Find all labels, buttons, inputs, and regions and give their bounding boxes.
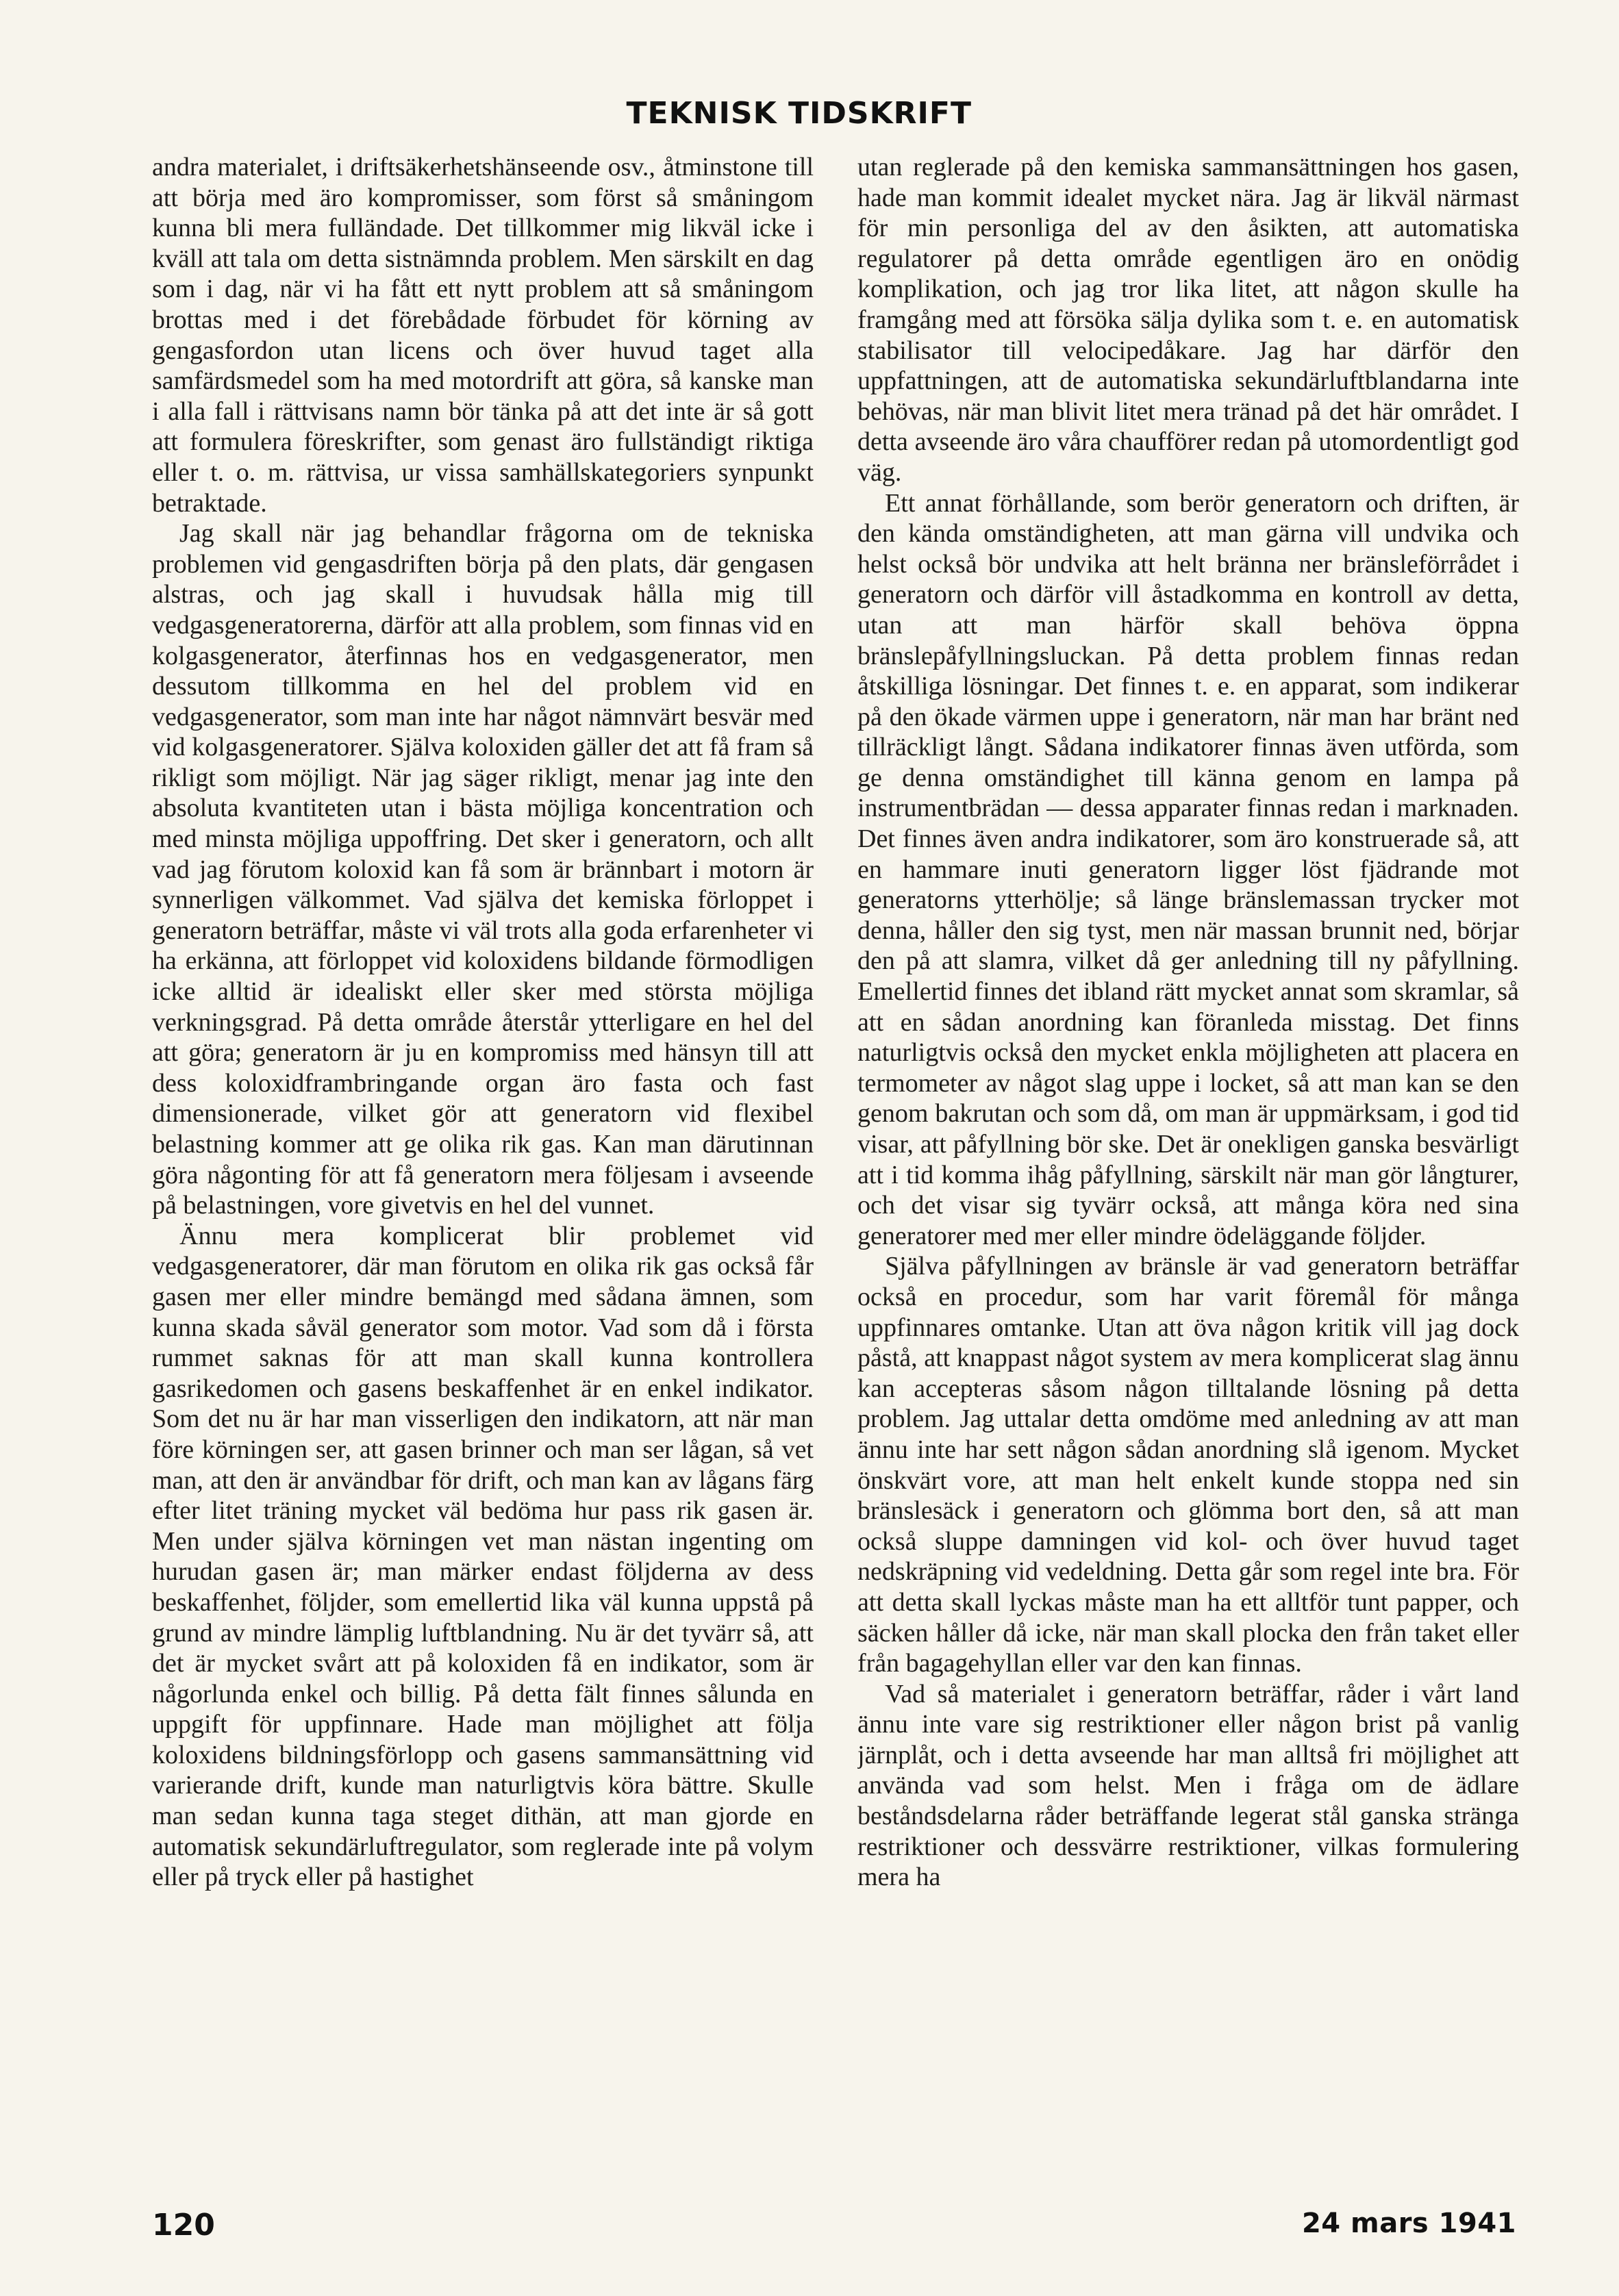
left-paragraph-2: Jag skall när jag behandlar frågorna om de tekniska problemen vid gengasdriften börja på den plats, där gengasen alstras, och jag skall i huvudsak hålla mig till vedgasgeneratorerna, därför att alla problem, som finnas vid en kolgasgenerator, återfinnas hos en vedgasgenerator, men dessutom tillkomma en hel del problem vid en vedgasgenerator, som man inte har något nämnvärt besvär med vid kolgasgeneratorer. Själva koloxiden gäller det att få fram så rikligt som möjligt. När jag säger rikligt, menar jag inte den absoluta kvantiteten utan i bästa möjliga koncentration och med minsta möjliga uppoffring. Det sker i generatorn, och allt vad jag förutom koloxid kan få som är brännbart i motorn är synnerligen välkommet. Vad själva det kemiska förloppet i generatorn beträffar, måste vi väl trots alla goda erfarenheter vi ha erkänna, att förloppet vid koloxidens bildande förmodligen icke alltid är idealiskt eller sker med största möjliga verkningsgrad. På detta område återstår ytterligare en hel del att göra; generatorn är ju en kompromiss med hänsyn till att dess koloxidframbringande organ äro fasta och fast dimensionerade, vilket gör att generatorn vid flexibel belastning kommer att ge olika rik gas. Kan man därutinnan göra någonting för att få generatorn mera följesam i avseende på belastningen, vore givetvis en hel del vunnet. (152, 519, 814, 1220)
left-column (152, 152, 814, 2138)
issue-date: 24 mars 1941 (1301, 2208, 1516, 2239)
page-number: 120 (152, 2208, 215, 2243)
right-paragraph-1: utan reglerade på den kemiska sammansättningen hos gasen, hade man kommit idealet mycket nära. Jag är likväl närmast för min personliga del av den åsikten, att automatiska regulatorer på detta område egentligen äro en onödig komplikation, och jag tror lika litet, att någon skulle ha framgång med att försöka sälja dylika som t. e. en automatisk stabilisator till velocipedåkare. Jag har därför den uppfattningen, att de automatiska sekundärluftblandarna inte behövas, när man blivit litet mera tränad på det här området. I detta avseende äro våra chaufförer redan på utomordentligt god väg. (857, 153, 1519, 487)
article-columns (152, 152, 1519, 2138)
journal-masthead: TEKNISK TIDSKRIFT (626, 96, 972, 131)
right-paragraph-3: Själva påfyllningen av bränsle är vad generatorn beträffar också en procedur, som har varit föremål för många uppfinnares omtanke. Utan att öva någon kritik vill jag dock påstå, att knappast något system av mera komplicerat slag ännu kan accepteras såsom någon tilltalande lösning på detta problem. Jag uttalar detta omdöme med anledning av att man ännu inte har sett någon sådan anordning slå igenom. Mycket önskvärt vore, att man helt enkelt kunde stoppa ned sin bränslesäck i generatorn och glömma bort den, så att man också sluppe damningen vid kol- och över huvud taget nedskräpning vid vedeldning. Detta går som regel inte bra. För att detta skall lyckas måste man ha ett alltför tunt papper, och säcken håller då icke, när man skall plocka den från taket eller från bagagehyllan eller var den kan finnas. (857, 1252, 1519, 1678)
left-paragraph-3: Ännu mera komplicerat blir problemet vid vedgasgeneratorer, där man förutom en olika rik gas också får gasen mer eller mindre bemängd med sådana ämnen, som kunna skada såväl generator som motor. Vad som då i första rummet saknas för att man skall kunna kontrollera gasrikedomen och gasens beskaffenhet är en enkel indikator. Som det nu är har man visserligen den indikatorn, att när man före körningen ser, att gasen brinner och man ser lågan, så vet man, att den är användbar för drift, och man kan av lågans färg efter litet träning mycket väl bedöma hur pass rik gasen är. Men under själva körningen vet man nästan ingenting om hurudan gasen är; man märker endast följderna av dess beskaffenhet, följder, som emellertid lika väl kunna uppstå på grund av mindre lämplig luftblandning. Nu är det tyvärr så, att det är mycket svårt att på koloxiden få en indikator, som är någorlunda enkel och billig. På detta fält finnes sålunda en uppgift för uppfinnare. Hade man möjlighet att följa koloxidens bildningsförlopp och gasens sammansättning vid varierande drift, kunde man naturligtvis köra bättre. Skulle man sedan kunna taga steget dithän, att man gjorde en automatisk sekundärluftregulator, som reglerade inte på volym eller på tryck eller på hastighet (152, 1221, 814, 1892)
right-paragraph-2: Ett annat förhållande, som berör generatorn och driften, är den kända omständigheten, att man gärna vill undvika och helst också bör undvika att helt bränna ner bränsleförrådet i generatorn och därför vill åstadkomma en kontroll av detta, utan att man härför skall behöva öppna bränslepåfyllningsluckan. På detta problem finnas redan åtskilliga lösningar. Det finnes t. e. en apparat, som indikerar på den ökade värmen uppe i generatorn, när man har bränt ned tillräckligt långt. Sådana indikatorer finnas även utförda, som ge denna omständighet till känna genom en lampa på instrumentbrädan — dessa apparater finnas redan i marknaden. Det finnes även andra indikatorer, som äro konstruerade så, att en hammare inuti generatorn ligger löst fjädrande mot generatorns ytterhölje; så länge bränslemassan trycker mot denna, håller den sig tyst, men när massan brunnit ned, börjar den på att slamra, vilket då ger anledning till ny påfyllning. Emellertid finnes det ibland rätt mycket annat som skramlar, så att en sådan anordning kan föranleda misstag. Det finns naturligtvis också den mycket enkla möjligheten att placera en termometer av något slag uppe i locket, så att man kan se den genom bakrutan och som då, om man är uppmärksam, i god tid visar, att påfyllning bör ske. Det är onekligen ganska besvärligt att i tid komma ihåg påfyllning, särskilt när man gör långturer, och det visar sig tyvärr också, att många köra ned sina generatorer med mer eller mindre ödeläggande följder. (857, 488, 1519, 1250)
right-paragraph-4: Vad så materialet i generatorn beträffar, råder i vårt land ännu inte vare sig restriktioner eller någon brist på vanlig järnplåt, och i detta avseende har man alltså fri möjlighet att använda vad som helst. Men i fråga om de ädlare beståndsdelarna råder beträffande legerat stål ganska stränga restriktioner och dessvärre restriktioner, vilkas formulering mera ha (857, 1679, 1519, 1892)
right-column (857, 152, 1519, 2138)
left-paragraph-1: andra materialet, i driftsäkerhetshänseende osv., åtminstone till att börja med äro kompromisser, som först så småningom kunna bli mera fulländade. Det tillkommer mig likväl icke i kväll att tala om detta sistnämnda problem. Men särskilt en dag som i dag, när vi ha fått ett nytt problem att så småningom brottas med i det förebådade förbudet för körning av gengasfordon utan licens och över huvud taget alla samfärdsmedel som ha med motordrift att göra, så kanske man i alla fall i rättvisans namn bör tänka på att det inte är så gott att formulera föreskrifter, som genast äro fullständigt riktiga eller t. o. m. rättvisa, ur vissa samhällskategoriers synpunkt betraktade. (152, 153, 814, 518)
